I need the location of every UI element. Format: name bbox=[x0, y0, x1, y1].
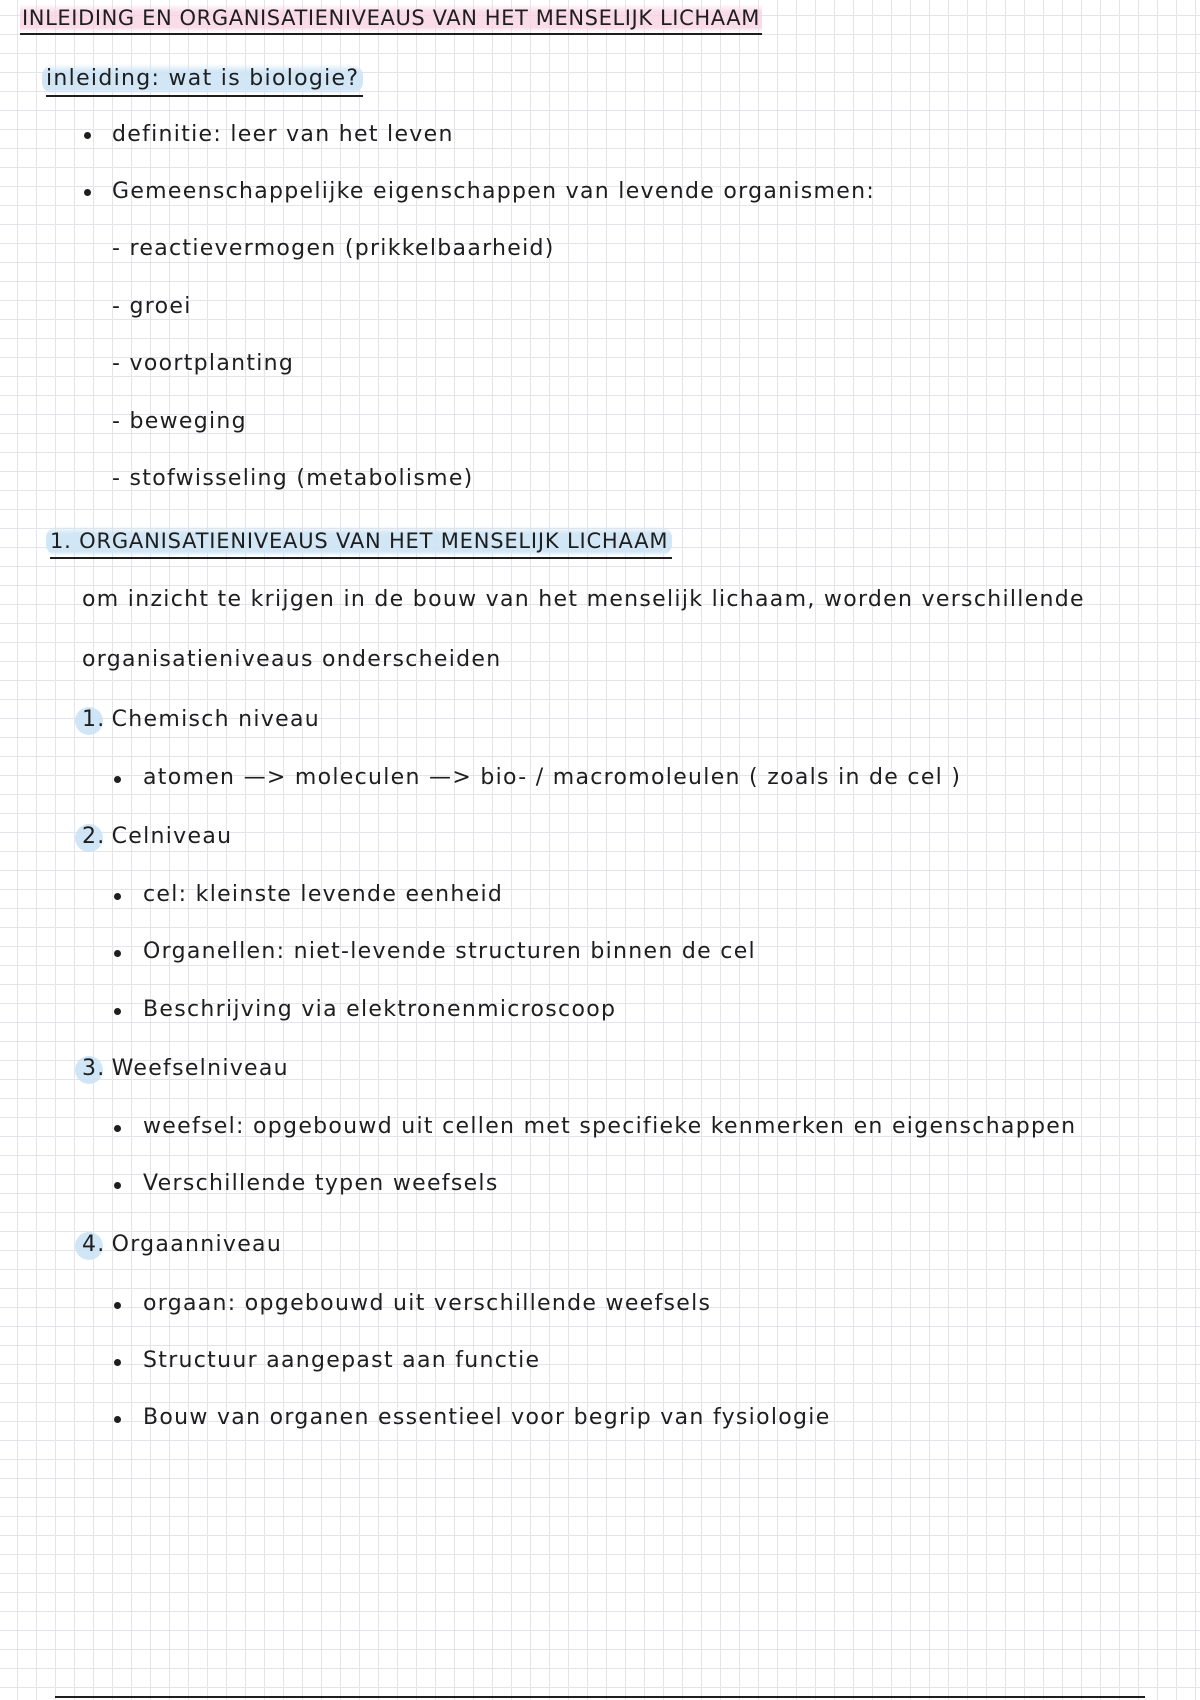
level-number: 4. bbox=[82, 1232, 106, 1257]
level-number: 1. bbox=[82, 707, 106, 732]
level-bullet: atomen —> moleculen —> bio- / macromoleulen ( zoals in de cel ) bbox=[143, 765, 962, 790]
level-bullet: weefsel: opgebouwd uit cellen met specifieke kenmerken en eigenschappen bbox=[143, 1114, 1077, 1139]
bullet-dot bbox=[114, 1125, 121, 1132]
level-bullet: Structuur aangepast aan functie bbox=[143, 1348, 541, 1373]
bullet-dot bbox=[114, 893, 121, 900]
bullet-dot bbox=[114, 1182, 121, 1189]
level-name: Celniveau bbox=[111, 824, 233, 849]
property-item: - groei bbox=[112, 294, 192, 319]
level-heading-weefsel bbox=[82, 1055, 289, 1083]
bottom-rule bbox=[55, 1696, 1145, 1698]
bullet-dot bbox=[114, 1008, 121, 1015]
level-name: Chemisch niveau bbox=[111, 707, 321, 732]
bullet-dot bbox=[114, 1302, 121, 1309]
section1-paragraph-line2: organisatieniveaus onderscheiden bbox=[82, 647, 502, 672]
level-bullet: orgaan: opgebouwd uit verschillende weefsels bbox=[143, 1291, 712, 1316]
level-bullet: cel: kleinste levende eenheid bbox=[143, 882, 504, 907]
property-item: - reactievermogen (prikkelbaarheid) bbox=[112, 236, 555, 261]
level-number: 2. bbox=[82, 824, 106, 849]
section1-heading: 1. ORGANISATIENIVEAUS VAN HET MENSELIJK LICHAAM bbox=[46, 526, 672, 556]
intro-heading: inleiding: wat is biologie? bbox=[42, 64, 363, 94]
bullet-dot bbox=[84, 132, 91, 139]
property-item: - stofwisseling (metabolisme) bbox=[112, 466, 474, 491]
intro-definition: definitie: leer van het leven bbox=[112, 122, 454, 147]
intro-properties-label: Gemeenschappelijke eigenschappen van levende organismen: bbox=[112, 179, 876, 204]
bullet-dot bbox=[114, 1416, 121, 1423]
bullet-dot bbox=[84, 189, 91, 196]
bullet-dot bbox=[114, 950, 121, 957]
page-title: INLEIDING EN ORGANISATIENIVEAUS VAN HET MENSELIJK LICHAAM bbox=[22, 6, 760, 30]
level-heading-orgaan bbox=[82, 1231, 282, 1259]
property-item: - voortplanting bbox=[112, 351, 295, 376]
property-item: - beweging bbox=[112, 409, 247, 434]
level-name: Weefselniveau bbox=[111, 1056, 289, 1081]
level-bullet: Bouw van organen essentieel voor begrip van fysiologie bbox=[143, 1405, 831, 1430]
level-name: Orgaanniveau bbox=[111, 1232, 283, 1257]
section1-paragraph-line1: om inzicht te krijgen in de bouw van het menselijk lichaam, worden verschillende bbox=[82, 587, 1085, 612]
level-heading-cel bbox=[82, 823, 232, 851]
level-bullet: Beschrijving via elektronenmicroscoop bbox=[143, 997, 617, 1022]
bullet-dot bbox=[114, 1359, 121, 1366]
bullet-dot bbox=[114, 776, 121, 783]
level-bullet: Organellen: niet-levende structuren binnen de cel bbox=[143, 939, 756, 964]
level-bullet: Verschillende typen weefsels bbox=[143, 1171, 499, 1196]
level-number: 3. bbox=[82, 1056, 106, 1081]
level-heading-chemisch bbox=[82, 706, 320, 734]
